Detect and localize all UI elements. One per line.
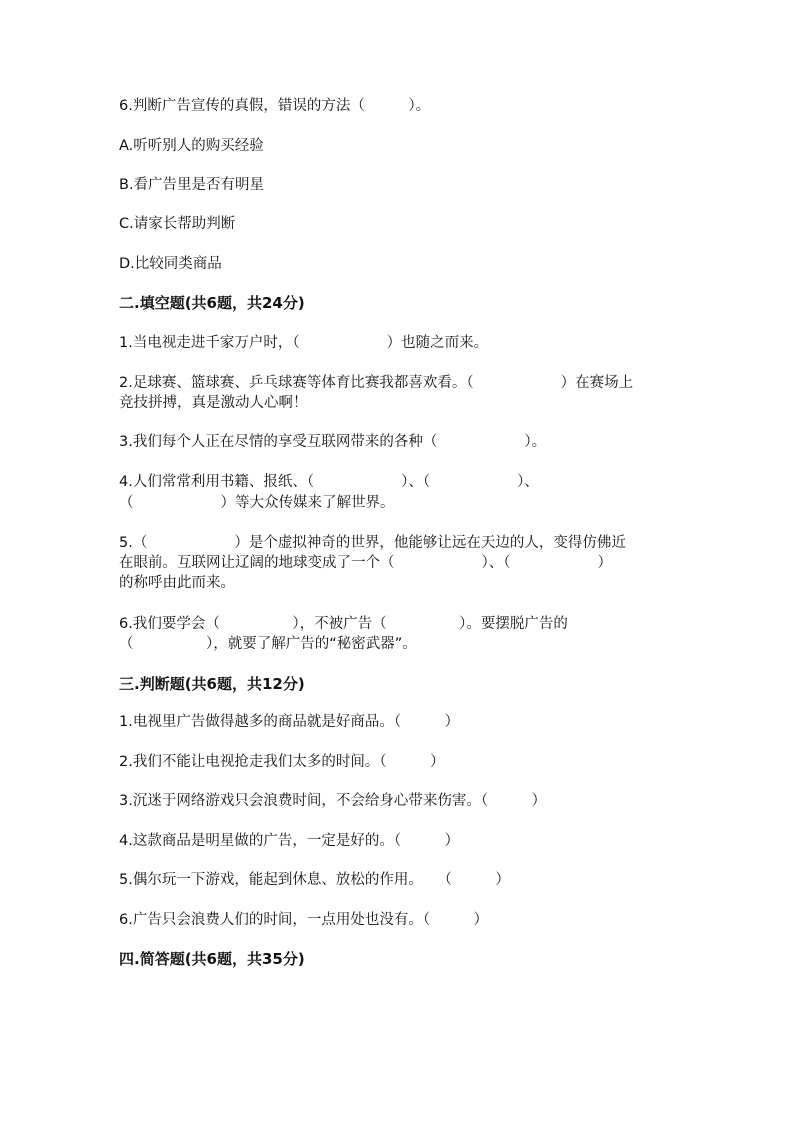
- judge-item-6: 6.广告只会浪费人们的时间，一点用处也没有。（ ）: [119, 912, 489, 928]
- judge-item-1: 1.电视里广告做得越多的商品就是好商品。（ ）: [119, 714, 460, 730]
- fill-item-1: 1.当电视走进千家万户时，（ ）也随之而来。: [119, 335, 489, 351]
- section-heading: 二.填空题(共6题，共24分): [119, 294, 305, 312]
- option-a: A.听听别人的购买经验: [119, 138, 264, 154]
- fill-item-5-line-3: 的称呼由此而来。: [119, 575, 235, 591]
- section-heading: 三.判断题(共6题，共12分): [119, 675, 305, 693]
- fill-item-4-line-2: （ ）等大众传媒来了解世界。: [119, 495, 395, 511]
- fill-item-3: 3.我们每个人正在尽情的享受互联网带来的各种（ ）。: [119, 434, 547, 450]
- fill-item-5-line-2: 在眼前。互联网让辽阔的地球变成了一个（ ）、（ ）: [119, 555, 612, 571]
- fill-item-6-line-2: （ ），就要了解广告的“秘密武器”。: [119, 636, 417, 652]
- judge-item-3: 3.沉迷于网络游戏只会浪费时间，不会给身心带来伤害。（ ）: [119, 793, 547, 809]
- option-b: B.看广告里是否有明星: [119, 177, 265, 193]
- fill-item-2-line-1: 2.足球赛、篮球赛、乒乓球赛等体育比赛我都喜欢看。（ ）在赛场上: [119, 375, 634, 391]
- option-c: C.请家长帮助判断: [119, 216, 236, 232]
- fill-item-2-line-2: 竞技拼搏，真是激动人心啊！: [119, 395, 308, 411]
- option-d: D.比较同类商品: [119, 256, 222, 272]
- fill-item-4-line-1: 4.人们常常利用书籍、报纸、（ ）、（ ）、: [119, 474, 539, 490]
- judge-item-2: 2.我们不能让电视抢走我们太多的时间。（ ）: [119, 754, 445, 770]
- fill-item-6-line-1: 6.我们要学会（ ），不被广告（ ）。要摆脱广告的: [119, 616, 568, 632]
- fill-item-5-line-1: 5.（ ）是个虚拟神奇的世界，他能够让远在天边的人，变得仿佛近: [119, 535, 626, 551]
- judge-item-5: 5.偶尔玩一下游戏，能起到休息、放松的作用。 （ ）: [119, 872, 510, 888]
- section-heading: 四.简答题(共6题，共35分): [119, 950, 305, 968]
- question-stem: 6.判断广告宣传的真假，错误的方法（ ）。: [119, 98, 431, 114]
- judge-item-4: 4.这款商品是明星做的广告，一定是好的。（ ）: [119, 833, 460, 849]
